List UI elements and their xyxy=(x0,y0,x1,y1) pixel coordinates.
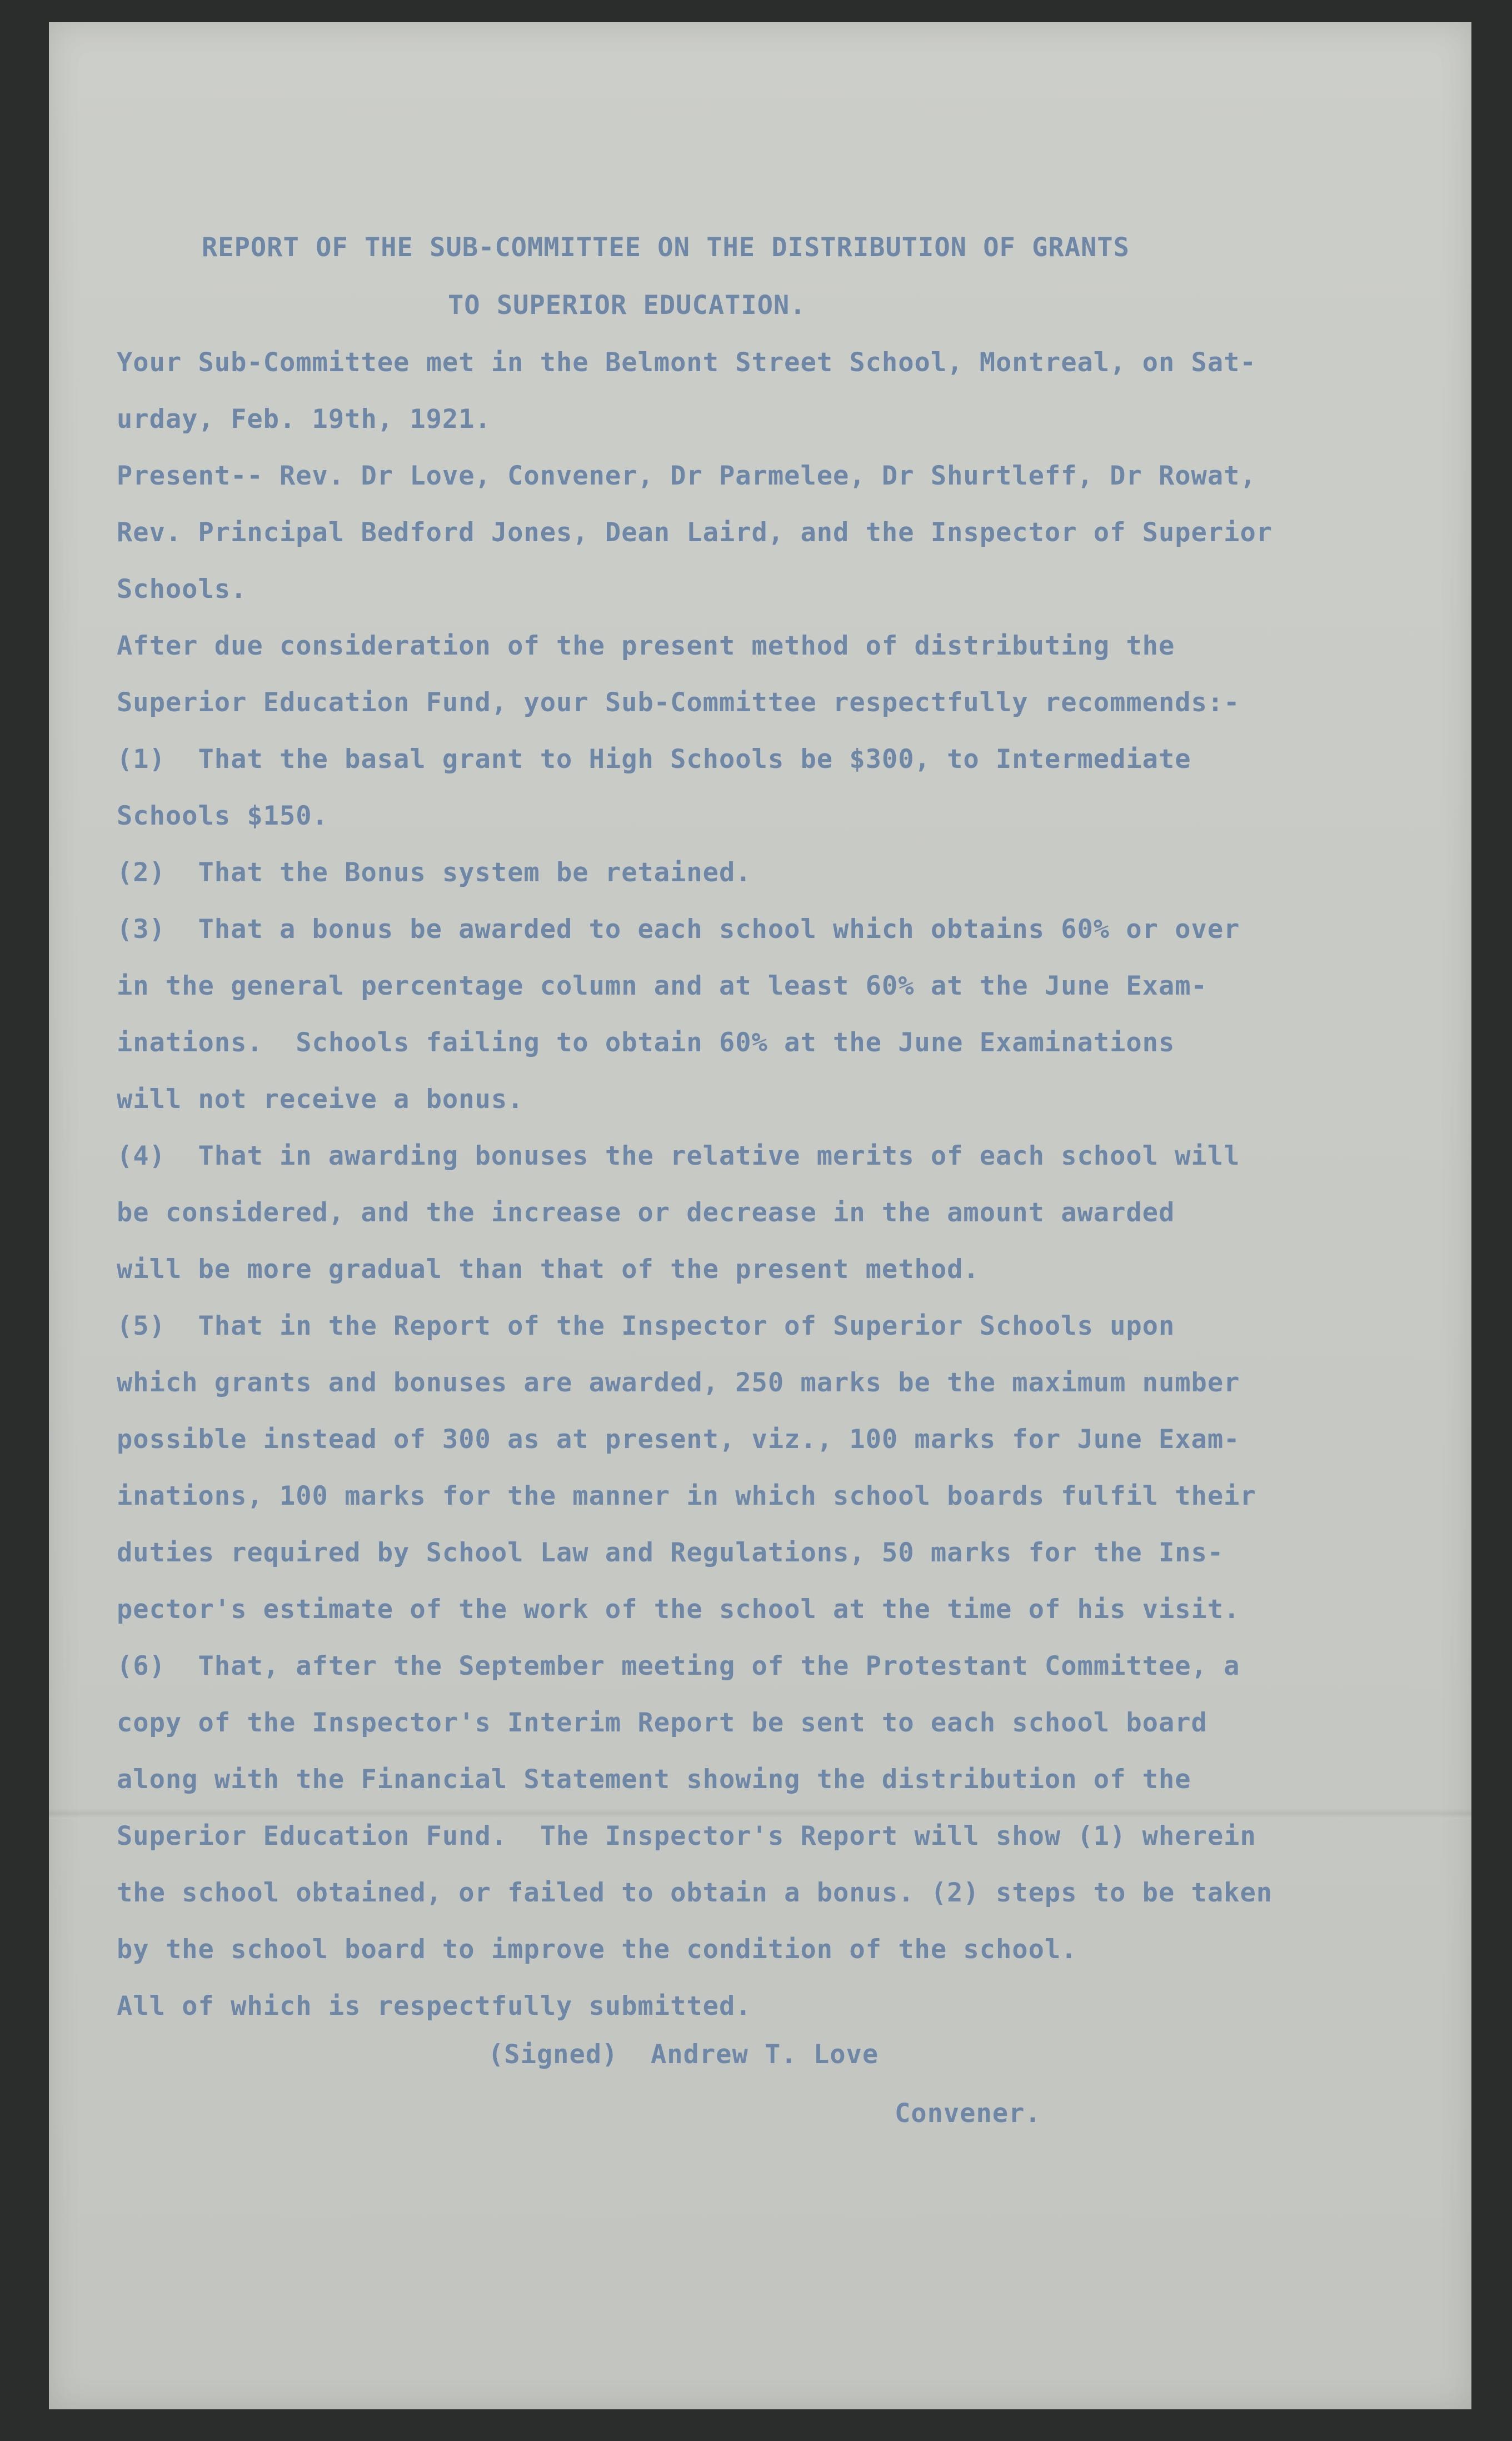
body-line: inations, 100 marks for the manner in which school boards fulfil their xyxy=(117,1481,1256,1511)
body-line: be considered, and the increase or decrease in the amount awarded xyxy=(117,1197,1175,1228)
body-line: pector's estimate of the work of the school at the time of his visit. xyxy=(117,1594,1240,1625)
body-line: urday, Feb. 19th, 1921. xyxy=(117,404,491,435)
body-line: Your Sub-Committee met in the Belmont Street School, Montreal, on Sat- xyxy=(117,347,1256,378)
body-line: (5) That in the Report of the Inspector of Superior Schools upon xyxy=(117,1311,1175,1341)
title-line-2: TO SUPERIOR EDUCATION. xyxy=(448,290,806,321)
signature-line: (Signed) Andrew T. Love xyxy=(488,2039,879,2070)
body-line: Superior Education Fund. The Inspector's Report will show (1) wherein xyxy=(117,1821,1256,1851)
body-line: After due consideration of the present method of distributing the xyxy=(117,631,1175,661)
body-line: All of which is respectfully submitted. xyxy=(117,1991,752,2021)
body-line: Schools $150. xyxy=(117,801,328,831)
body-line: (6) That, after the September meeting of the Protestant Committee, a xyxy=(117,1651,1240,1681)
convener-line: Convener. xyxy=(895,2098,1041,2129)
body-line: (2) That the Bonus system be retained. xyxy=(117,857,752,888)
body-line: Rev. Principal Bedford Jones, Dean Laird, and the Inspector of Superior xyxy=(117,517,1273,548)
body-line: Present-- Rev. Dr Love, Convener, Dr Parmelee, Dr Shurtleff, Dr Rowat, xyxy=(117,461,1256,491)
body-line: will be more gradual than that of the present method. xyxy=(117,1254,980,1285)
body-line: (1) That the basal grant to High Schools be $300, to Intermediate xyxy=(117,744,1191,775)
body-line: (4) That in awarding bonuses the relative merits of each school will xyxy=(117,1141,1240,1171)
body-line: inations. Schools failing to obtain 60% at the June Examinations xyxy=(117,1027,1175,1058)
body-line: will not receive a bonus. xyxy=(117,1084,524,1115)
typed-text xyxy=(49,22,1471,2409)
body-line: in the general percentage column and at least 60% at the June Exam- xyxy=(117,971,1207,1001)
body-line: (3) That a bonus be awarded to each school which obtains 60% or over xyxy=(117,914,1240,945)
document-sheet xyxy=(49,22,1471,2409)
body-line: duties required by School Law and Regulations, 50 marks for the Ins- xyxy=(117,1538,1224,1568)
body-line: which grants and bonuses are awarded, 250 marks be the maximum number xyxy=(117,1367,1240,1398)
body-line: possible instead of 300 as at present, viz., 100 marks for June Exam- xyxy=(117,1424,1240,1455)
body-line: by the school board to improve the condition of the school. xyxy=(117,1934,1077,1965)
body-line: copy of the Inspector's Interim Report be sent to each school board xyxy=(117,1708,1207,1738)
title-line-1: REPORT OF THE SUB-COMMITTEE ON THE DISTRIBUTION OF GRANTS xyxy=(202,232,1130,263)
body-line: Superior Education Fund, your Sub-Committee respectfully recommends:- xyxy=(117,687,1240,718)
body-line: along with the Financial Statement showing the distribution of the xyxy=(117,1764,1191,1795)
body-line: Schools. xyxy=(117,574,247,605)
body-line: the school obtained, or failed to obtain a bonus. (2) steps to be taken xyxy=(117,1878,1273,1908)
